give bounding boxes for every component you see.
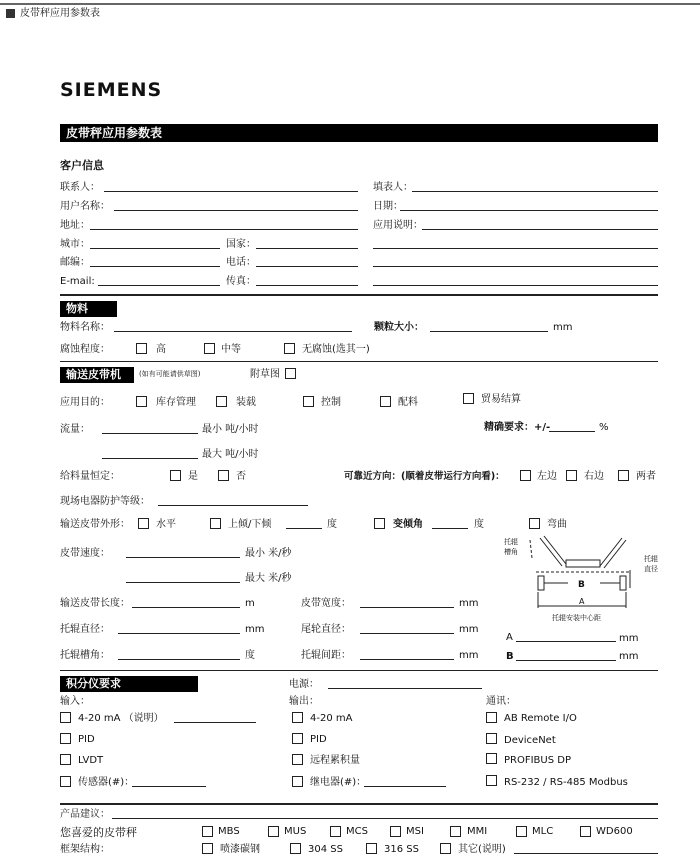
b-unit: mm — [619, 651, 639, 662]
divider — [60, 670, 658, 671]
comm-devicenet-checkbox[interactable] — [486, 733, 497, 744]
fax-label: 传真： — [226, 276, 256, 287]
shape-incline-label: 上倾/下倾 — [228, 519, 272, 530]
frame-304-label: 304 SS — [308, 844, 343, 855]
filler-label: 填表人： — [373, 182, 413, 193]
material-heading: 物料 — [60, 301, 117, 317]
input-pid-checkbox[interactable] — [60, 733, 71, 744]
app-desc-label: 应用说明： — [373, 220, 423, 231]
power-field[interactable] — [328, 688, 482, 689]
speed-min-unit: 最小 米/秒 — [245, 548, 292, 559]
conveyor-note: (如有可能请供草图) — [139, 370, 201, 378]
city-field[interactable] — [90, 248, 220, 249]
model-mus-checkbox[interactable] — [268, 826, 279, 837]
fax-field[interactable] — [256, 285, 358, 286]
speed-min-field[interactable] — [126, 557, 240, 558]
input-lvdt-label: LVDT — [78, 755, 104, 766]
conveyor-heading: 输送皮带机 — [60, 367, 134, 383]
model-mmi-label: MMI — [467, 826, 488, 837]
purpose-trade-label: 贸易结算 — [481, 394, 521, 405]
corrosion-none-label: 无腐蚀(选其一) — [302, 344, 370, 355]
purpose-loading-checkbox[interactable] — [216, 396, 227, 407]
model-mcs-checkbox[interactable] — [330, 826, 341, 837]
input-sensor-label: 传感器(#)： — [78, 777, 135, 788]
comm-ab-label: AB Remote I/O — [504, 713, 577, 724]
shape-label: 输送皮带外形： — [60, 519, 130, 530]
b-field[interactable] — [516, 660, 616, 661]
idler-dia-unit: mm — [245, 624, 265, 635]
approach-label: 可靠近方向：(顺着皮带运行方向看)： — [344, 471, 505, 482]
frame-label: 框架结构： — [60, 844, 110, 855]
diagram-spacing-label: 托辊安装中心距 — [552, 614, 601, 622]
frame-other-checkbox[interactable] — [440, 843, 451, 854]
app-desc-field[interactable] — [422, 229, 658, 230]
model-msi-checkbox[interactable] — [390, 826, 401, 837]
output-4-20-label: 4-20 mA — [310, 713, 353, 724]
country-field[interactable] — [256, 248, 358, 249]
input-sensor-field[interactable] — [132, 786, 206, 787]
approach-both-checkbox[interactable] — [618, 470, 629, 481]
postcode-field[interactable] — [90, 266, 220, 267]
frame-other-field[interactable] — [514, 853, 658, 854]
trough-label: 托辊槽角： — [60, 650, 110, 661]
variable-degree-unit: 度 — [474, 519, 484, 530]
corrosion-high-checkbox[interactable] — [136, 343, 147, 354]
idler-dia-field[interactable] — [118, 633, 240, 634]
idler-diagram — [500, 530, 668, 630]
output-remote-total-label: 远程累积量 — [310, 755, 360, 766]
speed-label: 皮带速度： — [60, 548, 110, 559]
material-name-label: 物料名称： — [60, 322, 110, 333]
trough-unit: 度 — [245, 650, 255, 661]
model-mus-label: MUS — [284, 826, 307, 837]
model-mbs-checkbox[interactable] — [202, 826, 213, 837]
purpose-trade-checkbox[interactable] — [463, 393, 474, 404]
approach-left-label: 左边 — [537, 471, 557, 482]
corrosion-label: 腐蚀程度： — [60, 344, 110, 355]
address-field[interactable] — [90, 229, 358, 230]
input-pid-label: PID — [78, 734, 95, 745]
country-label: 国家： — [226, 239, 256, 250]
comm-ab-checkbox[interactable] — [486, 712, 497, 723]
diagram-dia-label-2: 直径 — [644, 565, 658, 573]
flow-max-unit: 最大 吨/小时 — [202, 449, 259, 460]
grain-unit: mm — [553, 322, 573, 333]
header-title: 皮带秤应用参数表 — [20, 8, 100, 19]
output-relay-checkbox[interactable] — [292, 776, 303, 787]
diagram-b-label: B — [578, 580, 585, 590]
date-label: 日期： — [373, 201, 403, 212]
output-remote-total-checkbox[interactable] — [292, 754, 303, 765]
approach-right-label: 右边 — [584, 471, 604, 482]
main-title: 皮带秤应用参数表 — [60, 124, 658, 142]
output-pid-label: PID — [310, 734, 327, 745]
date-field[interactable] — [400, 210, 658, 211]
siemens-logo: SIEMENS — [60, 79, 163, 101]
postcode-label: 邮编： — [60, 257, 90, 268]
output-relay-field[interactable] — [364, 786, 446, 787]
tail-dia-label: 尾轮直径： — [301, 624, 351, 635]
contact-field[interactable] — [104, 191, 358, 192]
comm-profibus-checkbox[interactable] — [486, 753, 497, 764]
output-4-20-checkbox[interactable] — [292, 712, 303, 723]
comm-label: 通讯： — [486, 696, 516, 707]
output-label: 输出： — [289, 696, 319, 707]
frame-316-checkbox[interactable] — [366, 843, 377, 854]
app-desc-line-4[interactable] — [373, 285, 658, 286]
divider — [60, 361, 658, 362]
b-label: B — [506, 651, 514, 662]
filler-field[interactable] — [412, 191, 658, 192]
accuracy-percent: % — [599, 422, 609, 433]
shape-curve-checkbox[interactable] — [529, 518, 540, 529]
model-wd600-label: WD600 — [596, 826, 633, 837]
feed-no-checkbox[interactable] — [218, 470, 229, 481]
favorite-label: 您喜爱的皮带秤 — [60, 826, 137, 839]
corrosion-medium-label: 中等 — [221, 344, 241, 355]
feed-const-label: 给料量恒定： — [60, 471, 120, 482]
frame-painted-checkbox[interactable] — [202, 843, 213, 854]
corrosion-high-label: 高 — [156, 344, 166, 355]
purpose-batching-checkbox[interactable] — [380, 396, 391, 407]
grain-label: 颗粒大小： — [374, 322, 424, 333]
user-name-label: 用户名称： — [60, 201, 110, 212]
diagram-trough-label-2: 槽角 — [504, 548, 518, 556]
approach-right-checkbox[interactable] — [566, 470, 577, 481]
variable-degree-field[interactable] — [432, 528, 468, 529]
flow-min-unit: 最小 吨/小时 — [202, 424, 259, 435]
purpose-batching-label: 配料 — [398, 397, 418, 408]
flow-label: 流量： — [60, 424, 90, 435]
header-square-icon — [6, 9, 15, 18]
tail-dia-field[interactable] — [360, 633, 454, 634]
phone-field[interactable] — [256, 266, 358, 267]
incline-degree-unit: 度 — [327, 519, 337, 530]
purpose-loading-label: 装载 — [236, 397, 256, 408]
length-unit: m — [245, 598, 255, 609]
model-mcs-label: MCS — [346, 826, 368, 837]
incline-degree-field[interactable] — [286, 528, 322, 529]
purpose-control-label: 控制 — [321, 397, 341, 408]
speed-max-field[interactable] — [126, 582, 240, 583]
a-field[interactable] — [516, 641, 616, 642]
accuracy-label: 精确要求：+/- — [484, 422, 551, 433]
section-divider — [60, 294, 658, 296]
length-field[interactable] — [132, 607, 240, 608]
city-label: 城市： — [60, 239, 90, 250]
flow-max-field[interactable] — [102, 458, 198, 459]
trough-field[interactable] — [118, 659, 240, 660]
speed-max-unit: 最大 米/秒 — [245, 573, 292, 584]
idler-dia-label: 托辊直径： — [60, 624, 110, 635]
comm-devicenet-label: DeviceNet — [504, 735, 556, 746]
shape-curve-label: 弯曲 — [547, 519, 567, 530]
frame-other-label: 其它(说明) — [458, 844, 506, 855]
shape-variable-checkbox[interactable] — [374, 518, 385, 529]
width-unit: mm — [459, 598, 479, 609]
spacing-unit: mm — [459, 650, 479, 661]
accuracy-field[interactable] — [549, 431, 595, 432]
app-desc-line-2[interactable] — [373, 248, 658, 249]
tail-dia-unit: mm — [459, 624, 479, 635]
length-label: 输送皮带长度： — [60, 598, 130, 609]
customer-heading: 客户信息 — [60, 159, 104, 172]
model-mlc-checkbox[interactable] — [516, 826, 527, 837]
section-divider — [60, 803, 658, 805]
comm-rs232-label: RS-232 / RS-485 Modbus — [504, 777, 628, 788]
sketch-label: 附草图 — [250, 369, 280, 380]
model-msi-label: MSI — [406, 826, 424, 837]
corrosion-none-checkbox[interactable] — [284, 343, 295, 354]
input-sensor-checkbox[interactable] — [60, 776, 71, 787]
comm-profibus-label: PROFIBUS DP — [504, 755, 571, 766]
phone-label: 电话： — [226, 257, 256, 268]
sketch-checkbox[interactable] — [285, 368, 296, 379]
model-mbs-label: MBS — [218, 826, 240, 837]
purpose-inventory-label: 库存管理 — [156, 397, 196, 408]
model-wd600-checkbox[interactable] — [580, 826, 591, 837]
approach-left-checkbox[interactable] — [520, 470, 531, 481]
input-4-20-label: 4-20 mA （说明） — [78, 713, 164, 724]
email-field[interactable] — [98, 285, 220, 286]
output-pid-checkbox[interactable] — [292, 733, 303, 744]
suggest-label: 产品建议： — [60, 809, 110, 820]
width-label: 皮带宽度： — [301, 598, 351, 609]
width-field[interactable] — [360, 607, 454, 608]
approach-both-label: 两者 — [636, 471, 656, 482]
purpose-label: 应用目的： — [60, 397, 110, 408]
material-name-field[interactable] — [114, 331, 352, 332]
feed-no-label: 否 — [236, 471, 246, 482]
frame-304-checkbox[interactable] — [290, 843, 301, 854]
contact-label: 联系人： — [60, 182, 100, 193]
email-label: E-mail: — [60, 276, 95, 287]
shape-horizontal-checkbox[interactable] — [138, 518, 149, 529]
power-label: 电源： — [289, 679, 319, 690]
model-mmi-checkbox[interactable] — [450, 826, 461, 837]
corrosion-medium-checkbox[interactable] — [204, 343, 215, 354]
feed-yes-label: 是 — [188, 471, 198, 482]
output-relay-label: 继电器(#)： — [310, 777, 367, 788]
shape-incline-checkbox[interactable] — [210, 518, 221, 529]
integrator-heading: 积分仪要求 — [60, 676, 198, 692]
diagram-dia-label: 托辊 — [644, 555, 658, 563]
shape-variable-label: 变倾角 — [393, 519, 423, 530]
spacing-field[interactable] — [360, 659, 454, 660]
model-mlc-label: MLC — [532, 826, 554, 837]
flow-min-field[interactable] — [102, 433, 198, 434]
protect-label: 现场电器防护等级： — [60, 496, 150, 507]
user-name-field[interactable] — [114, 210, 358, 211]
top-rule — [0, 3, 700, 5]
frame-painted-label: 喷漆碳钢 — [220, 844, 260, 855]
grain-field[interactable] — [430, 331, 548, 332]
input-lvdt-checkbox[interactable] — [60, 754, 71, 765]
address-label: 地址： — [60, 220, 90, 231]
input-4-20-checkbox[interactable] — [60, 712, 71, 723]
spacing-label: 托辊间距： — [301, 650, 351, 661]
comm-rs232-checkbox[interactable] — [486, 775, 497, 786]
suggest-field[interactable] — [112, 818, 658, 819]
protect-field[interactable] — [158, 505, 308, 506]
input-label: 输入： — [60, 696, 90, 707]
input-4-20-field[interactable] — [174, 722, 256, 723]
a-label: A — [506, 632, 513, 643]
a-unit: mm — [619, 633, 639, 644]
app-desc-line-3[interactable] — [373, 266, 658, 267]
diagram-a-label: A — [579, 597, 585, 606]
feed-yes-checkbox[interactable] — [170, 470, 181, 481]
frame-316-label: 316 SS — [384, 844, 419, 855]
shape-horizontal-label: 水平 — [156, 519, 176, 530]
diagram-trough-label: 托辊 — [504, 538, 518, 546]
purpose-inventory-checkbox[interactable] — [136, 396, 147, 407]
purpose-control-checkbox[interactable] — [303, 396, 314, 407]
